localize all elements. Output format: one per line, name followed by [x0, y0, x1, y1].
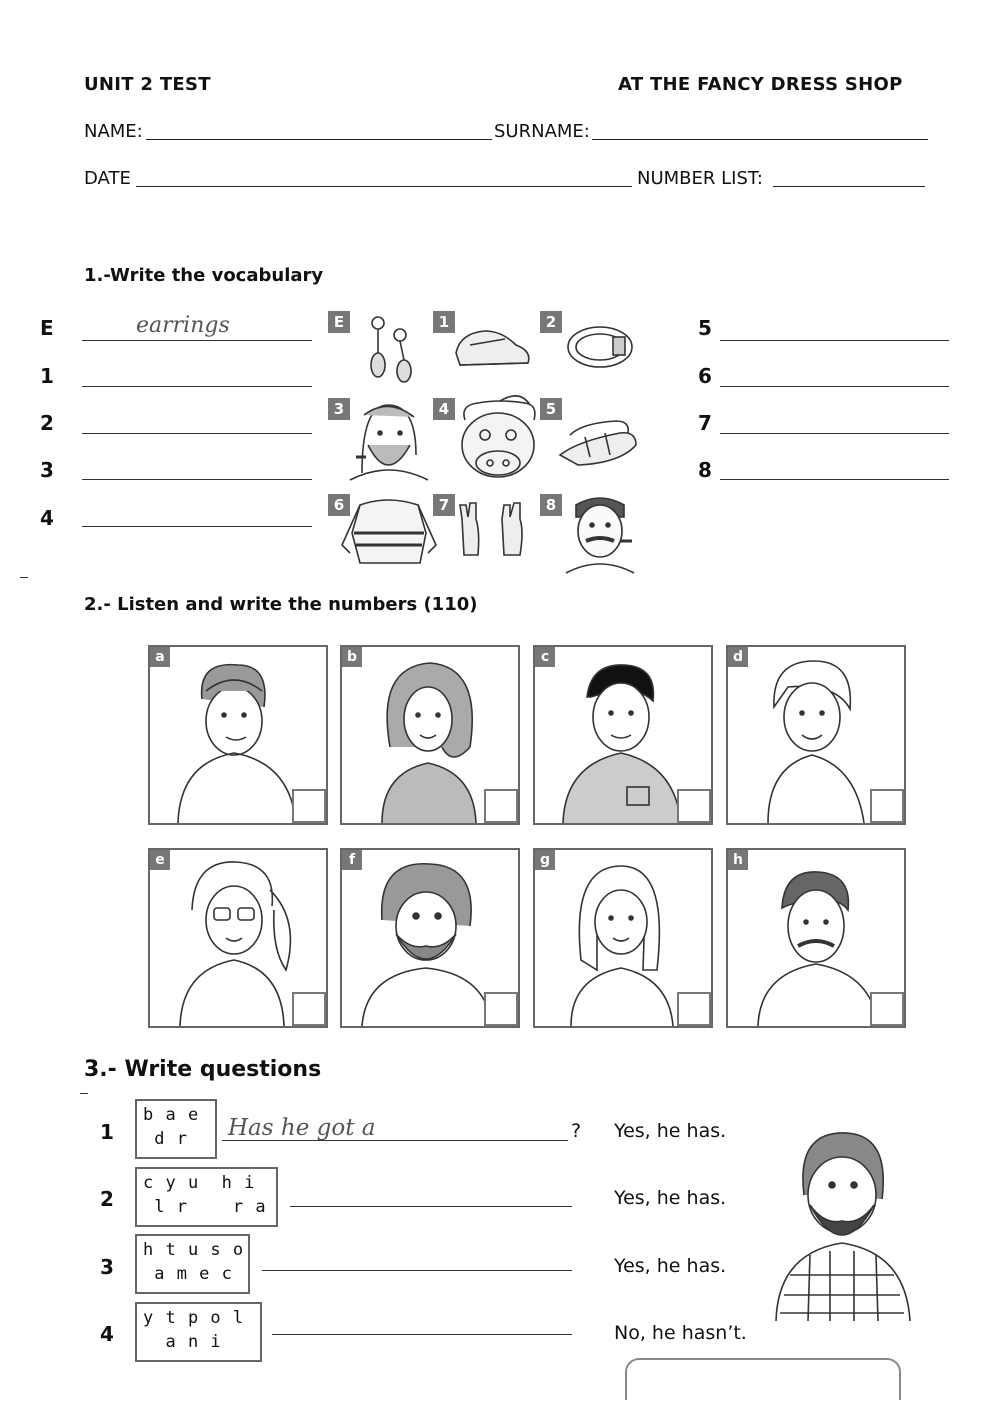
picture-tag-7: 7	[433, 494, 455, 516]
answer-2: Yes, he has.	[614, 1187, 727, 1209]
scrambled-letters-3: h t u s o a m e c	[135, 1234, 250, 1294]
answer-line-2[interactable]	[82, 433, 312, 434]
item-label-5: 5	[698, 316, 712, 340]
frame-letter-e: e	[150, 850, 170, 870]
question-mark: ?	[571, 1120, 582, 1142]
answer-line-3[interactable]	[82, 479, 312, 480]
section3-title: 3.- Write questions	[84, 1057, 322, 1082]
item-label-1: 1	[40, 364, 54, 388]
scrambled-letters-4: y t p o l a n i	[135, 1302, 262, 1362]
gloves-icon	[460, 503, 522, 555]
picture-tag-5: 5	[540, 398, 562, 420]
answer-line-7[interactable]	[720, 433, 949, 434]
answer-line-1[interactable]	[82, 386, 312, 387]
scrambled-letters-2: c y u h i l r r a	[135, 1167, 278, 1227]
moustache-man-icon	[566, 498, 634, 573]
number-box-d[interactable]	[870, 789, 904, 823]
portrait-frame-c	[533, 645, 713, 825]
answer-line-e	[82, 340, 312, 341]
beard-man-icon	[350, 405, 428, 480]
item-label-6: 6	[698, 364, 712, 388]
question-number-3: 3	[100, 1255, 114, 1279]
question-line-2[interactable]	[290, 1206, 572, 1207]
portrait-frame-f	[340, 848, 520, 1028]
section2-title: 2.- Listen and write the numbers (110)	[84, 594, 478, 615]
frame-letter-f: f	[342, 850, 362, 870]
jumper-icon	[342, 500, 436, 563]
number-box-a[interactable]	[292, 789, 326, 823]
example-label: E	[40, 316, 54, 340]
answer-line-8[interactable]	[720, 479, 949, 480]
date-field[interactable]	[136, 186, 632, 187]
frame-letter-d: d	[728, 647, 748, 667]
cow-mask-icon	[462, 396, 535, 477]
worksheet-title: AT THE FANCY DRESS SHOP	[618, 74, 903, 95]
name-label: NAME:	[84, 121, 143, 142]
frame-letter-c: c	[535, 647, 555, 667]
scrambled-letters-1: b a e d r	[135, 1099, 217, 1159]
answer-line-4[interactable]	[82, 526, 312, 527]
number-box-e[interactable]	[292, 992, 326, 1026]
unit-title: UNIT 2 TEST	[84, 74, 211, 95]
number-box-c[interactable]	[677, 789, 711, 823]
earrings-icon	[371, 317, 411, 382]
picture-tag-1: 1	[433, 311, 455, 333]
example-question: Has he got a	[228, 1115, 376, 1141]
item-label-2: 2	[40, 411, 54, 435]
question-line-4[interactable]	[272, 1334, 572, 1335]
portrait-frame-g	[533, 848, 713, 1028]
picture-tag-6: 6	[328, 494, 350, 516]
picture-tag-e: E	[328, 311, 350, 333]
number-box-b[interactable]	[484, 789, 518, 823]
bearded-man-plaid-icon	[770, 1125, 915, 1325]
number-box-g[interactable]	[677, 992, 711, 1026]
picture-tag-8: 8	[540, 494, 562, 516]
item-label-3: 3	[40, 458, 54, 482]
question-number-4: 4	[100, 1322, 114, 1346]
answer-3: Yes, he has.	[614, 1255, 727, 1277]
belt-icon	[568, 327, 632, 367]
answer-1: Yes, he has.	[614, 1120, 727, 1142]
shoes-icon	[456, 331, 529, 365]
picture-tag-3: 3	[328, 398, 350, 420]
number-box-f[interactable]	[484, 992, 518, 1026]
example-answer: earrings	[136, 313, 230, 338]
question-number-2: 2	[100, 1187, 114, 1211]
portrait-frame-e	[148, 848, 328, 1028]
number-box-h[interactable]	[870, 992, 904, 1026]
frame-letter-g: g	[535, 850, 555, 870]
picture-tag-4: 4	[433, 398, 455, 420]
portrait-frame-d	[726, 645, 906, 825]
question-line-3[interactable]	[262, 1270, 572, 1271]
margin-mark-2	[80, 1093, 88, 1094]
frame-letter-a: a	[150, 647, 170, 667]
name-field[interactable]	[146, 139, 492, 140]
item-label-7: 7	[698, 411, 712, 435]
portrait-frame-b	[340, 645, 520, 825]
date-label: DATE	[84, 168, 131, 189]
answer-4: No, he hasn’t.	[614, 1322, 747, 1344]
answer-bubble	[625, 1358, 901, 1400]
frame-letter-b: b	[342, 647, 362, 667]
picture-tag-2: 2	[540, 311, 562, 333]
section1-title: 1.-Write the vocabulary	[84, 265, 324, 286]
sandals-icon	[560, 421, 636, 465]
vocabulary-pictures	[320, 305, 650, 580]
portrait-frame-a	[148, 645, 328, 825]
item-label-4: 4	[40, 506, 54, 530]
question-line-1	[222, 1140, 568, 1141]
number-list-field[interactable]	[773, 186, 925, 187]
portrait-frame-h	[726, 848, 906, 1028]
answer-line-6[interactable]	[720, 386, 949, 387]
margin-mark	[20, 577, 28, 578]
surname-label: SURNAME:	[494, 121, 590, 142]
frame-letter-h: h	[728, 850, 748, 870]
question-number-1: 1	[100, 1120, 114, 1144]
answer-line-5[interactable]	[720, 340, 949, 341]
number-list-label: NUMBER LIST:	[637, 168, 763, 189]
item-label-8: 8	[698, 458, 712, 482]
surname-field[interactable]	[592, 139, 928, 140]
